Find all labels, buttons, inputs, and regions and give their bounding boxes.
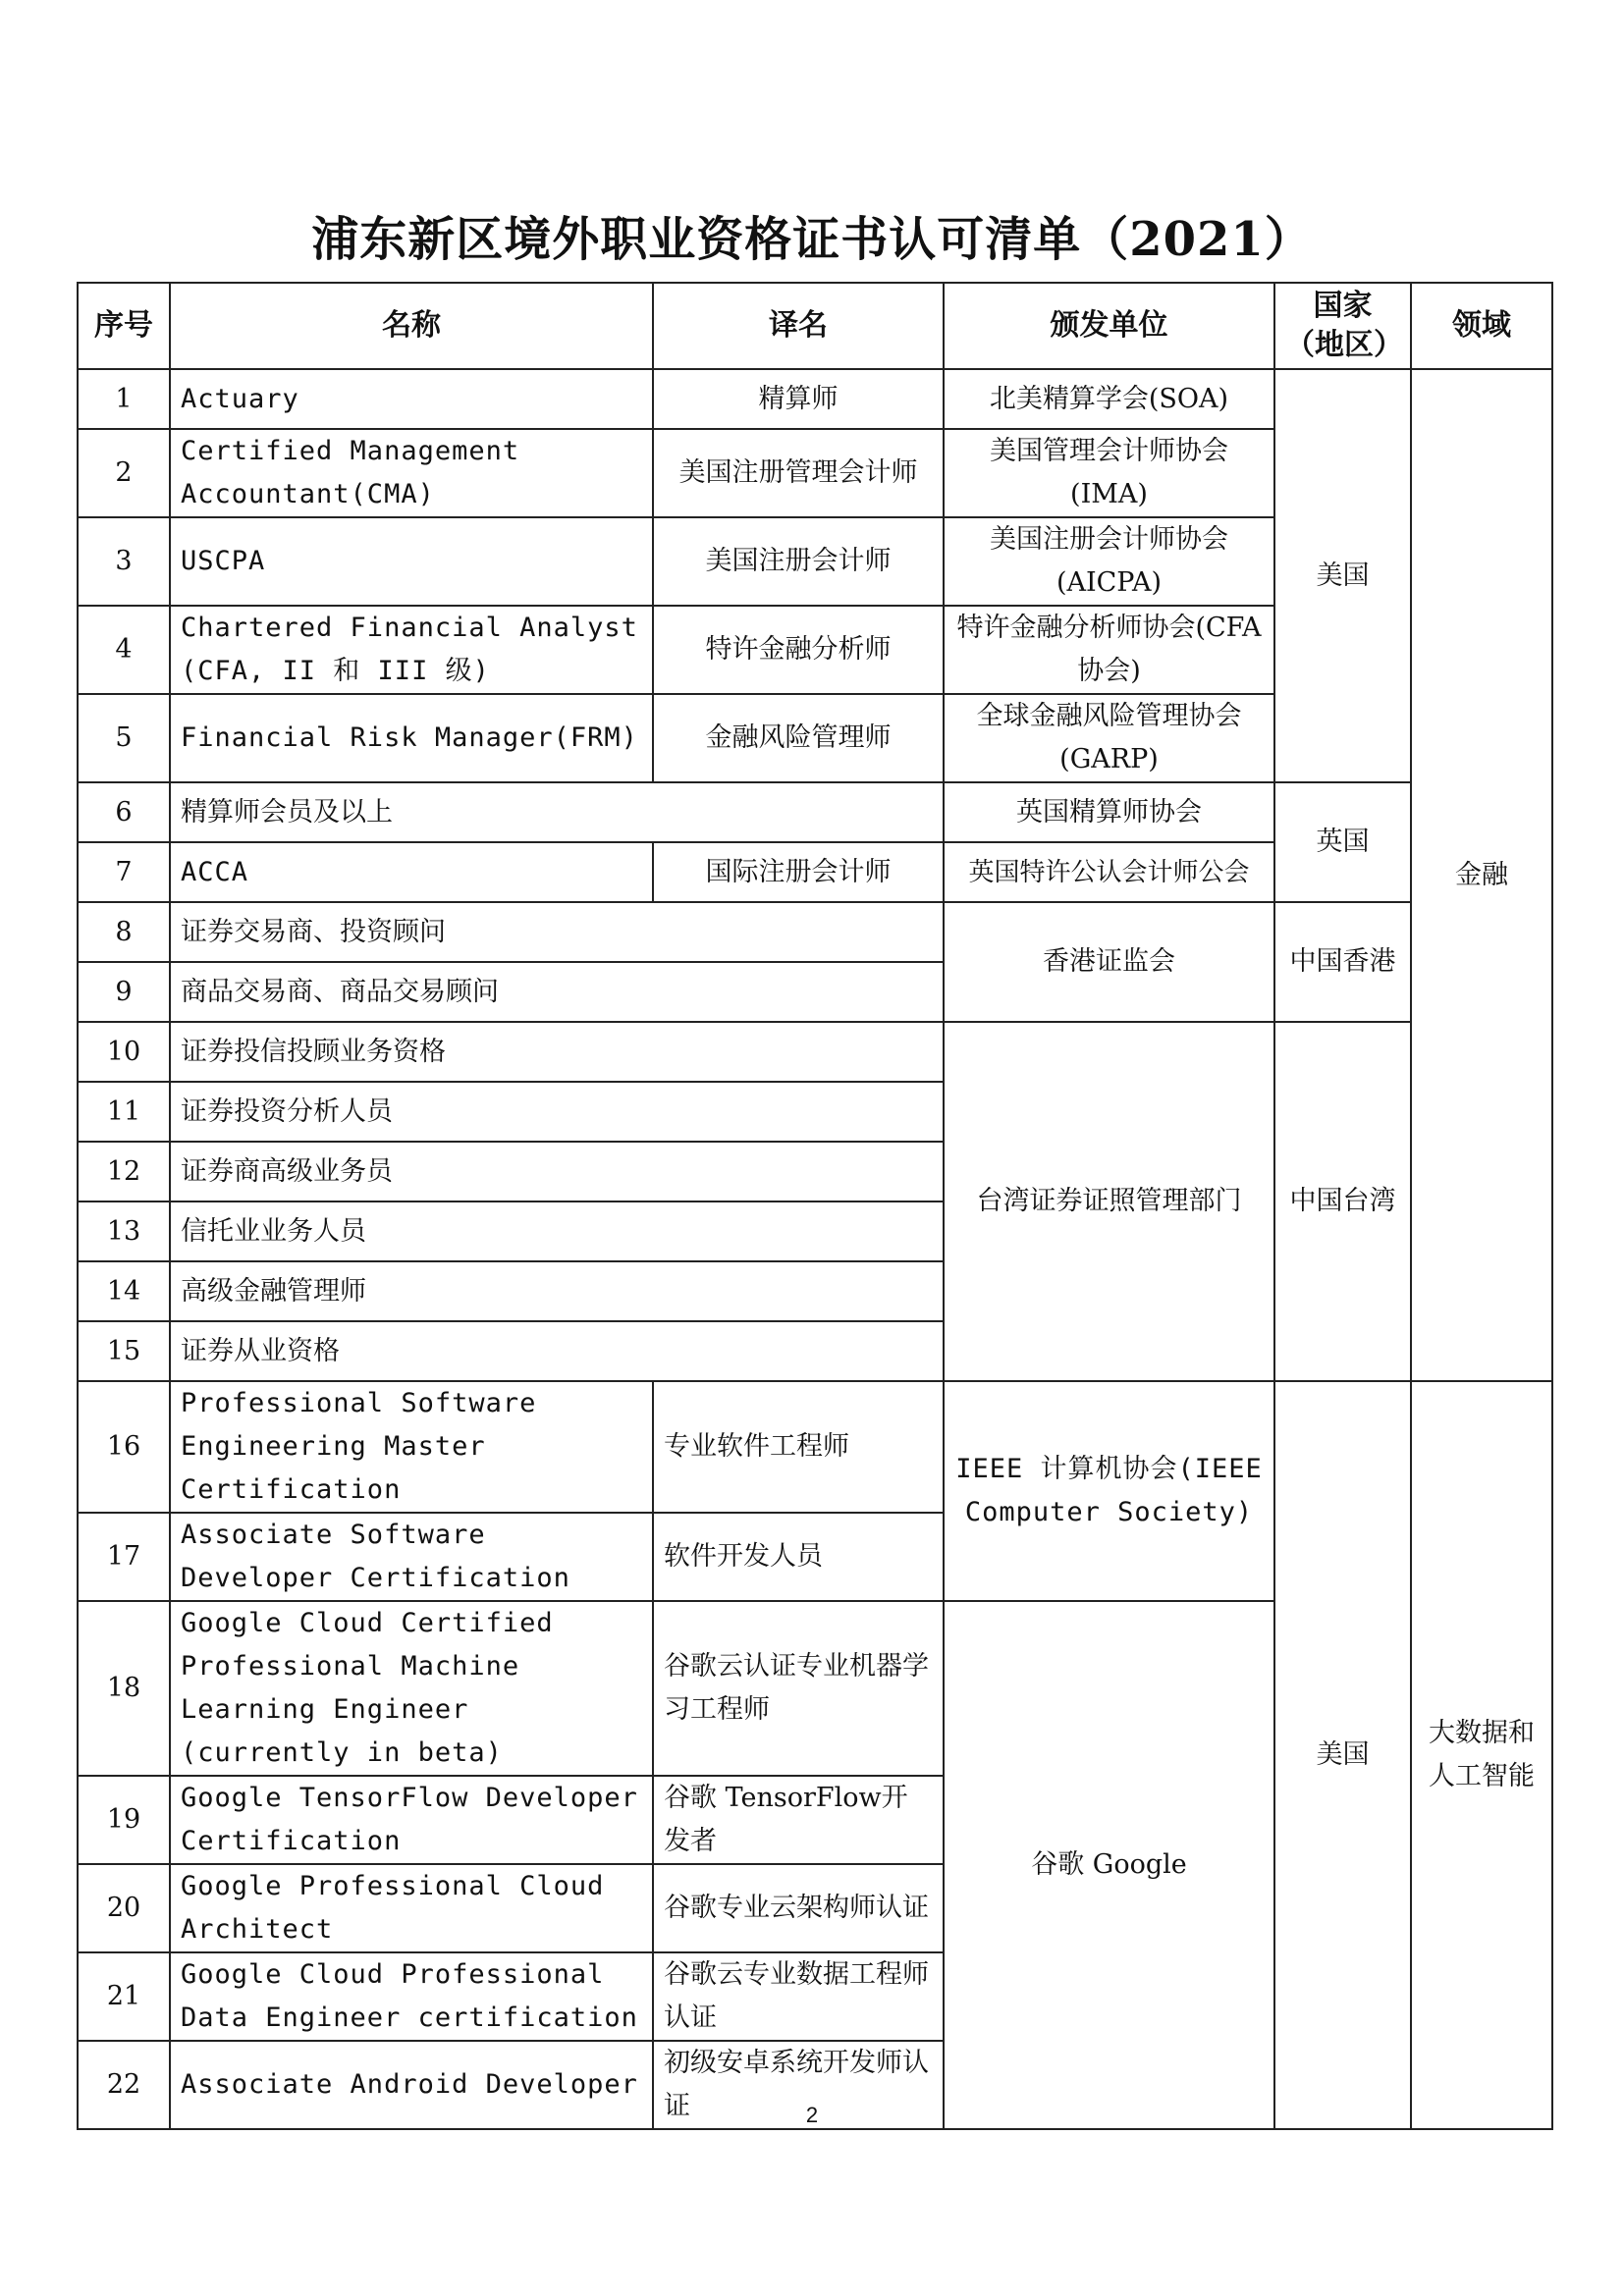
row-issuer: 英国精算师协会 [944,782,1274,842]
country-cell-uk: 英国 [1274,782,1411,902]
row-issuer: 北美精算学会(SOA) [944,369,1274,429]
table-row [78,902,1552,962]
row-num: 22 [78,2041,170,2129]
row-name: Certified Management Accountant(CMA) [170,429,653,517]
row-num: 9 [78,962,170,1022]
country-cell-us-2: 美国 [1274,1381,1411,2129]
header-field: 领域 [1411,283,1552,369]
row-translation: 软件开发人员 [653,1513,944,1601]
row-translation: 美国注册会计师 [653,517,944,606]
header-num: 序号 [78,283,170,369]
row-num: 12 [78,1142,170,1201]
issuer-cell-google: 谷歌 Google [944,1601,1274,2129]
row-name: Financial Risk Manager(FRM) [170,694,653,782]
table-row [78,782,1552,842]
row-name: 高级金融管理师 [170,1261,944,1321]
row-translation: 谷歌专业云架构师认证 [653,1864,944,1952]
row-num: 16 [78,1381,170,1513]
row-name: 证券交易商、投资顾问 [170,902,944,962]
table-row [78,369,1552,429]
row-num: 11 [78,1082,170,1142]
row-num: 1 [78,369,170,429]
issuer-cell-tw: 台湾证券证照管理部门 [944,1022,1274,1381]
row-translation: 特许金融分析师 [653,606,944,694]
row-name: Chartered Financial Analyst (CFA, II 和 III 级) [170,606,653,694]
row-translation: 专业软件工程师 [653,1381,944,1513]
row-name: 证券投资分析人员 [170,1082,944,1142]
certificate-table [77,282,1553,2130]
row-name: ACCA [170,842,653,902]
row-name: Google Cloud Certified Professional Machine Learning Engineer (currently in beta) [170,1601,653,1776]
row-num: 2 [78,429,170,517]
issuer-cell-ieee: IEEE 计算机协会(IEEE Computer Society) [944,1381,1274,1601]
header-country [1274,283,1411,369]
row-num: 14 [78,1261,170,1321]
row-translation: 金融风险管理师 [653,694,944,782]
row-name: Professional Software Engineering Master Certification [170,1381,653,1513]
row-name: 证券从业资格 [170,1321,944,1381]
page-number: 2 [805,2103,819,2127]
row-name: 精算师会员及以上 [170,782,944,842]
row-num: 4 [78,606,170,694]
row-num: 13 [78,1201,170,1261]
row-issuer: 英国特许公认会计师公会 [944,842,1274,902]
row-num: 8 [78,902,170,962]
row-name: Associate Software Developer Certification [170,1513,653,1601]
row-translation: 初级安卓系统开发师认证 [653,2041,944,2129]
table-row [78,1381,1552,1513]
row-name: Google Cloud Professional Data Engineer certification [170,1952,653,2041]
header-name: 名称 [170,283,653,369]
table-row [78,1022,1552,1082]
row-num: 6 [78,782,170,842]
row-issuer: 美国管理会计师协会(IMA) [944,429,1274,517]
header-country-line2: （地区） [1285,328,1403,362]
country-cell-tw: 中国台湾 [1274,1022,1411,1381]
row-num: 17 [78,1513,170,1601]
header-issuer: 颁发单位 [944,283,1274,369]
field-cell-bigdata: 大数据和人工智能 [1411,1381,1552,2129]
row-issuer: 特许金融分析师协会(CFA 协会) [944,606,1274,694]
table-header-row [78,283,1552,369]
row-num: 15 [78,1321,170,1381]
row-translation: 国际注册会计师 [653,842,944,902]
row-name: 商品交易商、商品交易顾问 [170,962,944,1022]
row-num: 10 [78,1022,170,1082]
row-num: 18 [78,1601,170,1776]
row-translation: 精算师 [653,369,944,429]
document-title: 浦东新区境外职业资格证书认可清单（2021） [311,212,1313,267]
row-num: 20 [78,1864,170,1952]
row-num: 7 [78,842,170,902]
header-translation: 译名 [653,283,944,369]
header-country-line1: 国家 [1313,289,1373,323]
country-cell-us: 美国 [1274,369,1411,782]
row-name: 证券投信投顾业务资格 [170,1022,944,1082]
row-name: Google TensorFlow Developer Certification [170,1776,653,1864]
field-cell-finance: 金融 [1411,369,1552,1381]
row-name: Actuary [170,369,653,429]
row-translation: 谷歌云专业数据工程师认证 [653,1952,944,2041]
row-translation: 谷歌 TensorFlow开发者 [653,1776,944,1864]
row-issuer: 全球金融风险管理协会(GARP) [944,694,1274,782]
row-name: USCPA [170,517,653,606]
row-issuer: 美国注册会计师协会(AICPA) [944,517,1274,606]
row-name: Google Professional Cloud Architect [170,1864,653,1952]
row-num: 21 [78,1952,170,2041]
row-num: 3 [78,517,170,606]
row-translation: 美国注册管理会计师 [653,429,944,517]
row-translation: 谷歌云认证专业机器学习工程师 [653,1601,944,1776]
row-name: 证券商高级业务员 [170,1142,944,1201]
row-name: Associate Android Developer [170,2041,653,2129]
row-num: 19 [78,1776,170,1864]
country-cell-hk: 中国香港 [1274,902,1411,1022]
row-num: 5 [78,694,170,782]
issuer-cell-hk: 香港证监会 [944,902,1274,1022]
row-name: 信托业业务人员 [170,1201,944,1261]
